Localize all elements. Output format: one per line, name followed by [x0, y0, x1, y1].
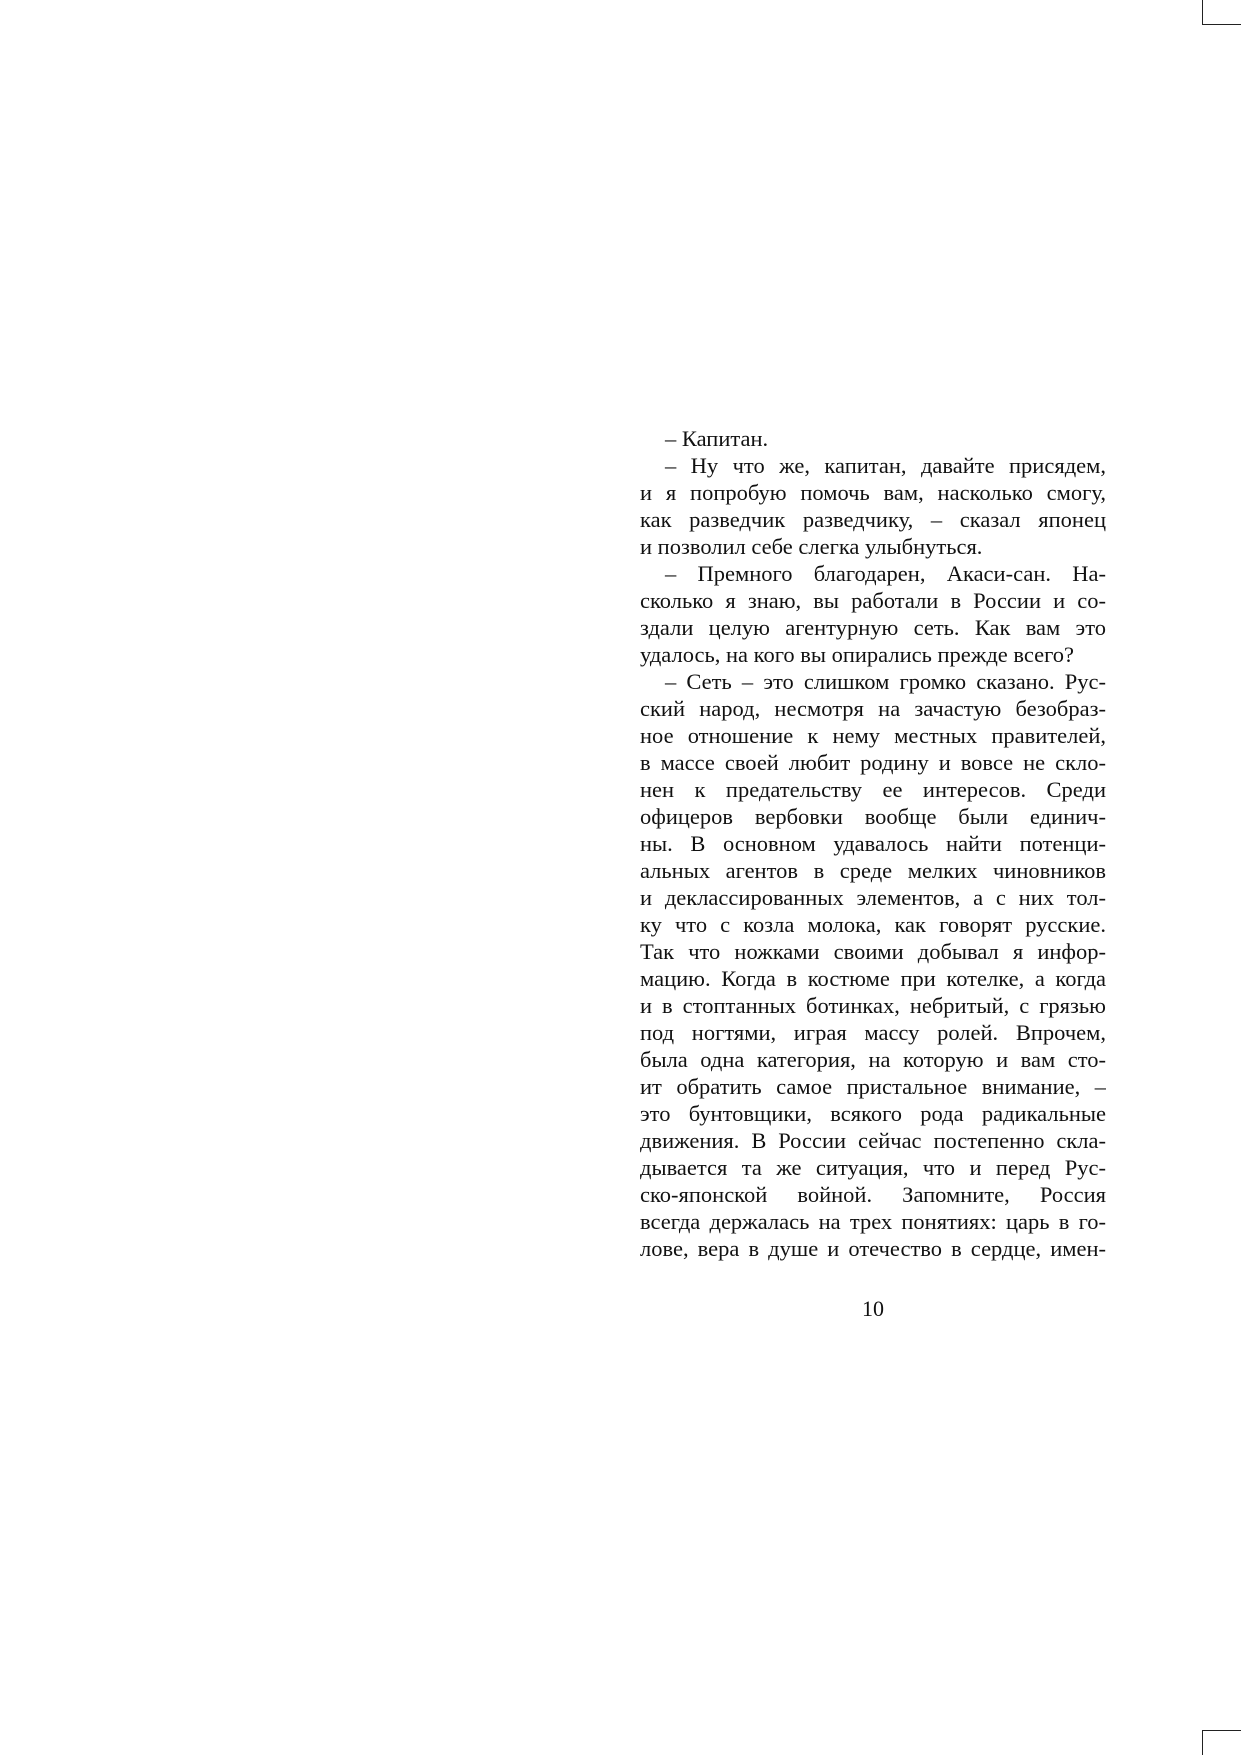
text-line: ский народ, несмотря на зачастую безобраз- — [640, 696, 1106, 721]
text-line: это бунтовщики, всякого рода радикальные — [640, 1101, 1106, 1126]
text-line: ит обратить самое пристальное внимание, – — [640, 1074, 1106, 1099]
text-line: нен к предательству ее интересов. Среди — [640, 777, 1106, 802]
text-line: альных агентов в среде мелких чиновников — [640, 858, 1106, 883]
text-line: и позволил себе слегка улыбнуться. — [640, 534, 983, 559]
text-line: в массе своей любит родину и вовсе не скло- — [640, 750, 1106, 775]
text-line: мацию. Когда в костюме при котелке, а когда — [640, 966, 1106, 991]
text-line: и в стоптанных ботинках, небритый, с грязью — [640, 993, 1106, 1018]
crop-mark-top-horizontal — [1202, 24, 1241, 25]
book-page-text — [640, 425, 1106, 1262]
page-number: 10 — [862, 1296, 884, 1321]
text-line: была одна категория, на которую и вам сто- — [640, 1047, 1106, 1072]
text-line: – Ну что же, капитан, давайте присядем, — [665, 453, 1106, 478]
text-line: офицеров вербовки вообще были единич- — [640, 804, 1106, 829]
text-line: движения. В России сейчас постепенно скла- — [640, 1128, 1106, 1153]
text-line: – Капитан. — [665, 426, 769, 451]
text-line: как разведчик разведчику, – сказал японец — [640, 507, 1106, 532]
text-line: дывается та же ситуация, что и перед Рус- — [640, 1155, 1106, 1180]
text-line: под ногтями, играя массу ролей. Впрочем, — [640, 1020, 1106, 1045]
crop-mark-bottom-horizontal — [1202, 1730, 1241, 1731]
crop-mark-top-vertical — [1202, 0, 1203, 25]
text-line: сколько я знаю, вы работали в России и со- — [640, 588, 1106, 613]
text-line: ны. В основном удавалось найти потенци- — [640, 831, 1106, 856]
text-line: ку что с козла молока, как говорят русские. — [640, 912, 1106, 937]
text-line: – Сеть – это слишком громко сказано. Рус- — [665, 669, 1106, 694]
text-line: ско-японской войной. Запомните, Россия — [640, 1182, 1106, 1207]
text-line: удалось, на кого вы опирались прежде всего? — [640, 642, 1075, 667]
crop-mark-bottom-vertical — [1202, 1730, 1203, 1755]
text-line: и деклассированных элементов, а с них тол- — [640, 885, 1106, 910]
text-line: – Премного благодарен, Акаси-сан. На- — [665, 561, 1106, 586]
text-line: лове, вера в душе и отечество в сердце, имен- — [640, 1236, 1106, 1261]
text-line: здали целую агентурную сеть. Как вам это — [640, 615, 1106, 640]
text-line: всегда держалась на трех понятиях: царь в го- — [640, 1209, 1106, 1234]
text-line: и я попробую помочь вам, насколько смогу, — [640, 480, 1106, 505]
text-line: Так что ножками своими добывал я инфор- — [640, 939, 1106, 964]
text-line: ное отношение к нему местных правителей, — [640, 723, 1106, 748]
